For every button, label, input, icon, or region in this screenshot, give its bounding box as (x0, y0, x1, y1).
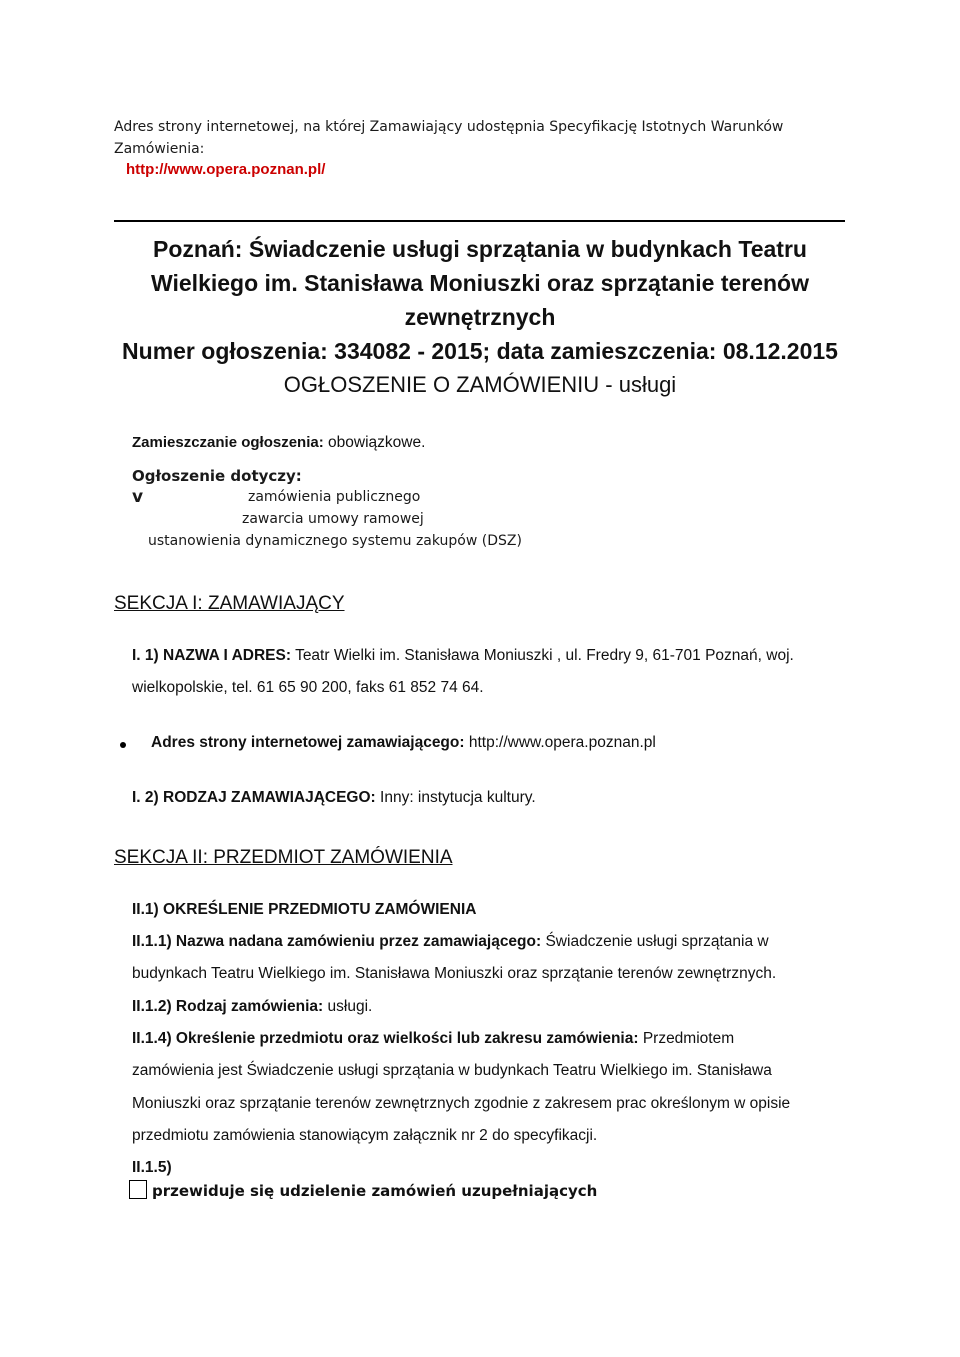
notice-number: Numer ogłoszenia: 334082 - 2015; data zamieszczenia: 08.12.2015 (122, 338, 838, 364)
website-label: Adres strony internetowej zamawiającego: (151, 734, 465, 751)
subject-description-value-3: Moniuszki oraz sprzątanie terenów zewnętrznych zgodnie z zakresem prac określonym w opisie (132, 1095, 791, 1112)
website-value[interactable]: http://www.opera.poznan.pl (468, 734, 656, 751)
selected-mark: v (132, 487, 144, 507)
publication-value: obowiązkowe. (328, 434, 426, 451)
subject-description-value-4: przedmiotu zamówienia stanowiącym załącznik nr 2 do specyfikacji. (132, 1127, 598, 1144)
contract-name-label: II.1.1) Nazwa nadana zamówieniu przez zamawiającego: (132, 933, 542, 950)
subject-description-label: II.1.4) Określenie przedmiotu oraz wielkości lub zakresu zamówienia: (132, 1030, 639, 1047)
contract-name-row (132, 933, 769, 951)
subject-description-value: Przedmiotem (642, 1030, 735, 1047)
contract-kind-row (132, 998, 372, 1016)
title-line-3: zewnętrznych (404, 304, 556, 330)
siwz-url-link[interactable]: http://www.opera.poznan.pl/ (126, 161, 326, 178)
title-line-2: Wielkiego im. Stanisława Moniuszki oraz sprzątanie terenów (150, 270, 809, 296)
contract-name-value-2: budynkach Teatru Wielkiego im. Stanisława Moniuszki oraz sprzątanie terenów zewnętrznych. (132, 965, 777, 982)
website-row (151, 734, 656, 752)
subject-description-row (132, 1030, 734, 1048)
supplementary-checkbox-label: przewiduje się udzielenie zamówień uzupełniających (152, 1182, 598, 1200)
contracting-type-value: Inny: instytucja kultury. (380, 789, 536, 806)
name-address-value: Teatr Wielki im. Stanisława Moniuszki , ul. Fredry 9, 61-701 Poznań, woj. (295, 647, 794, 664)
name-address-row (132, 647, 794, 665)
section-2-heading: SEKCJA II: PRZEDMIOT ZAMÓWIENIA (114, 847, 453, 868)
title-line-1: Poznań: Świadczenie usługi sprzątania w budynkach Teatru (153, 236, 807, 262)
contracting-type-row (132, 789, 536, 807)
subject-definition-heading: II.1) OKREŚLENIE PRZEDMIOTU ZAMÓWIENIA (132, 901, 477, 918)
name-address-label: I. 1) NAZWA I ADRES: (132, 647, 292, 664)
header-line-1: Adres strony internetowej, na której Zamawiający udostępnia Specyfikację Istotnych Warunków (114, 119, 784, 135)
option-public-contract: zamówienia publicznego (248, 489, 421, 505)
bullet-icon (120, 742, 126, 748)
option-framework-agreement: zawarcia umowy ramowej (242, 511, 424, 527)
contract-name-value: Świadczenie usługi sprzątania w (545, 933, 769, 950)
name-address-value-2: wielkopolskie, tel. 61 65 90 200, faks 61 852 74 64. (132, 679, 484, 696)
subject-description-value-2: zamówienia jest Świadczenie usługi sprzątania w budynkach Teatru Wielkiego im. Stanisława (132, 1062, 772, 1079)
contracting-type-label: I. 2) RODZAJ ZAMAWIAJĄCEGO: (132, 789, 376, 806)
contract-kind-label: II.1.2) Rodzaj zamówienia: (132, 998, 324, 1015)
header-line-2: Zamówienia: (114, 141, 205, 157)
publication-label: Zamieszczanie ogłoszenia: (132, 434, 324, 451)
horizontal-divider (114, 220, 845, 222)
contract-kind-value: usługi. (327, 998, 373, 1015)
option-dps: ustanowienia dynamicznego systemu zakupów (DSZ) (148, 533, 522, 549)
section-1-heading: SEKCJA I: ZAMAWIAJĄCY (114, 593, 345, 614)
supplementary-heading: II.1.5) (132, 1159, 172, 1176)
concerns-label: Ogłoszenie dotyczy: (132, 467, 302, 485)
supplementary-checkbox[interactable] (129, 1180, 147, 1199)
publication-row (132, 434, 425, 452)
notice-type: OGŁOSZENIE O ZAMÓWIENIU - usługi (283, 372, 677, 397)
